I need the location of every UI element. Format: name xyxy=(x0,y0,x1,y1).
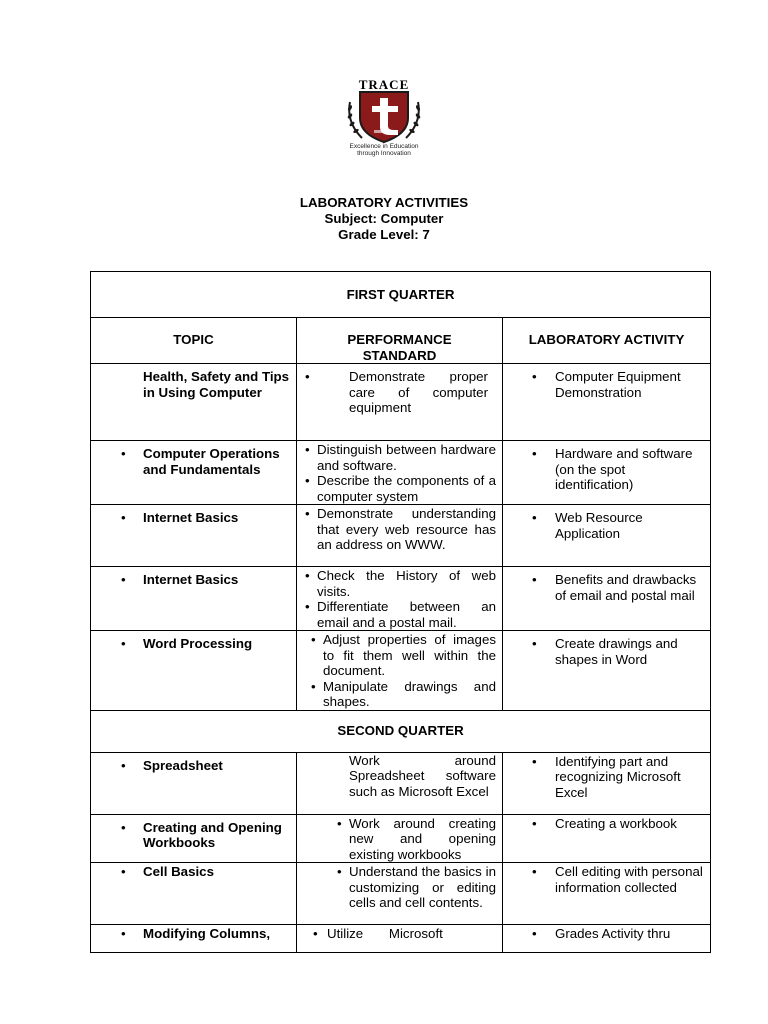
header-laboratory-activity: LABORATORY ACTIVITY xyxy=(503,318,711,364)
standard-cell: • Demonstrate proper care of computer equipment xyxy=(297,364,503,441)
school-logo xyxy=(336,78,432,166)
activity-cell: • Computer Equipment Demonstration xyxy=(503,364,711,441)
subject-line: Subject: Computer xyxy=(324,211,444,226)
activity-cell: • Web Resource Application xyxy=(503,505,711,567)
table-row xyxy=(91,441,711,505)
first-quarter-label: FIRST QUARTER xyxy=(91,272,711,318)
standard-cell: • Adjust properties of images to fit them well within the document. • Manipulate drawings and shapes. xyxy=(297,631,503,711)
topic-cell: • Internet Basics xyxy=(91,505,297,567)
logo-name: TRACE xyxy=(358,77,410,92)
standard-cell: Work around Spreadsheet software such as Microsoft Excel xyxy=(297,752,503,814)
standard-cell: • Utilize Microsoft xyxy=(297,925,503,953)
header-performance-standard: PERFORMANCE STANDARD xyxy=(297,318,503,364)
table-row xyxy=(91,631,711,711)
activity-cell: • Cell editing with personal information collected xyxy=(503,863,711,925)
laboratory-activities-table xyxy=(90,271,711,953)
standard-cell: • Work around creating new and opening existing workbooks xyxy=(297,814,503,863)
topic-cell: • Computer Operations and Fundamentals xyxy=(91,441,297,505)
table-row xyxy=(91,505,711,567)
activity-cell: • Creating a workbook xyxy=(503,814,711,863)
topic-cell: • Modifying Columns, xyxy=(91,925,297,953)
standard-cell: • Check the History of web visits. • Differentiate between an email and a postal mail. xyxy=(297,567,503,631)
document-title: LABORATORY ACTIVITIES xyxy=(299,195,469,210)
activity-cell: • Grades Activity thru xyxy=(503,925,711,953)
header-topic: TOPIC xyxy=(91,318,297,364)
topic-cell: Health, Safety and Tips in Using Computer xyxy=(91,364,297,441)
standard-cell: • Understand the basics in customizing or editing cells and cell contents. xyxy=(297,863,503,925)
table-row xyxy=(91,567,711,631)
topic-cell: • Internet Basics xyxy=(91,567,297,631)
standard-cell: • Distinguish between hardware and software. • Describe the components of a computer system xyxy=(297,441,503,505)
table-row xyxy=(91,364,711,441)
quarter-row xyxy=(91,710,711,752)
table-header-row xyxy=(91,318,711,364)
logo-tagline: Excellence in Education through Innovation xyxy=(349,143,419,157)
activity-cell: • Hardware and software (on the spot identification) xyxy=(503,441,711,505)
activity-cell: • Benefits and drawbacks of email and postal mail xyxy=(503,567,711,631)
table-row xyxy=(91,925,711,953)
table-row xyxy=(91,814,711,863)
second-quarter-label: SECOND QUARTER xyxy=(91,710,711,752)
topic-cell: • Creating and Opening Workbooks xyxy=(91,814,297,863)
grade-level-line: Grade Level: 7 xyxy=(338,227,430,242)
activity-cell: • Create drawings and shapes in Word xyxy=(503,631,711,711)
table-row xyxy=(91,863,711,925)
standard-cell: • Demonstrate understanding that every web resource has an address on WWW. xyxy=(297,505,503,567)
shield-emblem-icon xyxy=(344,88,424,144)
quarter-row xyxy=(91,272,711,318)
topic-cell: • Cell Basics xyxy=(91,863,297,925)
topic-cell: • Word Processing xyxy=(91,631,297,711)
table-row xyxy=(91,752,711,814)
activity-cell: • Identifying part and recognizing Microsoft Excel xyxy=(503,752,711,814)
topic-cell: • Spreadsheet xyxy=(91,752,297,814)
